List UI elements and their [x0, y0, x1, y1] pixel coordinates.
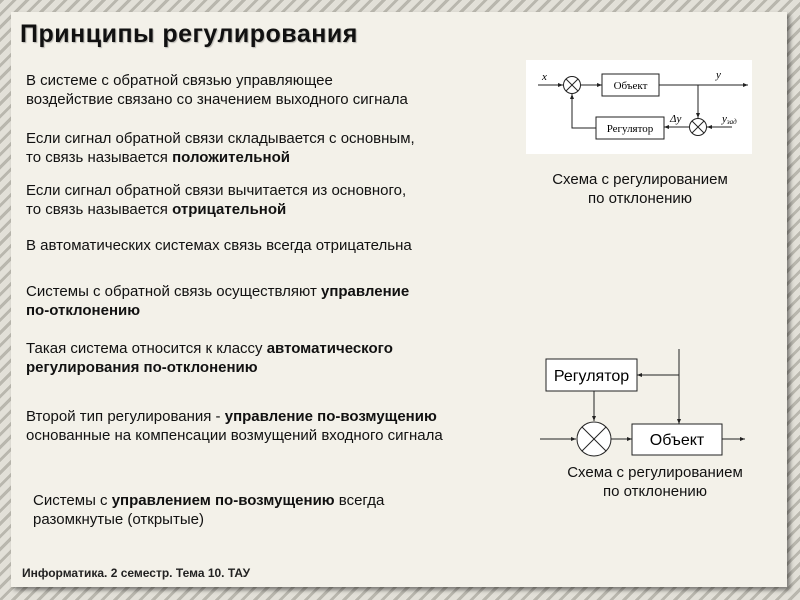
arrow-head [571, 437, 576, 441]
arrow-head [592, 416, 596, 421]
paragraph-feedback [26, 71, 408, 109]
paragraph-negative [26, 181, 406, 219]
text-span: Второй тип регулирования - [26, 408, 225, 425]
bold-term: регулирования по-отклонению [26, 359, 258, 376]
paragraph-automatic [26, 236, 412, 255]
caption-line: по отклонению [587, 190, 693, 207]
arrow-head [627, 437, 632, 441]
arrow-head [677, 419, 681, 424]
paragraph-positive [26, 129, 415, 167]
label-dy: Δy [670, 113, 682, 125]
slide-title: Принципы регулирования [20, 20, 358, 48]
paragraph-line: В системе с обратной связью управляющее [26, 72, 333, 89]
regulator-label: Регулятор [553, 368, 630, 385]
disturbance-diagram [540, 345, 770, 449]
paragraph-line [26, 282, 409, 301]
text-span: то связь называется [26, 201, 173, 218]
label-x: x [542, 71, 547, 83]
feedback-diagram [526, 60, 752, 154]
bold-term: положительной [172, 149, 290, 166]
bold-term: управление по-возмущению [224, 408, 437, 425]
paragraph-line: воздействие связано со значением выходного сигнала [26, 91, 408, 108]
paragraph-line: основанные на компенсации возмущений входного сигнала [26, 427, 443, 444]
caption-line: по отклонению [602, 483, 708, 500]
paragraph-open-systems [33, 491, 384, 529]
paragraph-line [26, 200, 406, 219]
bold-term: управление [320, 283, 410, 300]
label-yzad-sub: зад [726, 118, 737, 126]
label-yzad-main: y [722, 113, 727, 125]
paragraph-line [33, 491, 384, 510]
diagram1-caption [510, 170, 770, 208]
object-label: Объект [649, 432, 705, 449]
bold-term: отрицательной [172, 201, 287, 218]
paragraph-line: Если сигнал обратной связи складывается с основным, [26, 130, 415, 147]
paragraph-disturbance-control [26, 407, 443, 445]
arrow-head [637, 373, 642, 377]
paragraph-line: Если сигнал обратной связи вычитается из основного, [26, 182, 407, 199]
text-span: то связь называется [26, 149, 173, 166]
paragraph-line [26, 301, 409, 320]
label-y: y [716, 69, 721, 81]
object-label: Объект [613, 80, 648, 92]
paragraph-line [26, 339, 393, 358]
paragraph-deviation-control [26, 282, 409, 320]
text-span: всегда [334, 492, 385, 509]
diagram2-caption [525, 463, 785, 501]
paragraph-automatic-regulation [26, 339, 393, 377]
text-span: Системы с [33, 492, 112, 509]
caption-line: Схема с регулированием [552, 171, 728, 188]
bold-term: по-отклонению [26, 302, 141, 319]
paragraph-line [26, 407, 443, 426]
paragraph-line: В автоматических системах связь всегда отрицательна [26, 237, 412, 254]
paragraph-line [26, 148, 415, 167]
footer: Информатика. 2 семестр. Тема 10. ТАУ [22, 566, 251, 580]
bold-term: автоматического [266, 340, 393, 357]
caption-line: Схема с регулированием [567, 464, 743, 481]
text-span: Такая система относится к классу [26, 340, 267, 357]
arrow-head [740, 437, 745, 441]
regulator-label: Регулятор [606, 123, 654, 135]
text-span: Системы с обратной связь осуществляют [26, 283, 321, 300]
paragraph-line: разомкнутые (открытые) [33, 511, 204, 528]
paragraph-line [26, 358, 393, 377]
bold-term: управлением по-возмущению [111, 492, 335, 509]
